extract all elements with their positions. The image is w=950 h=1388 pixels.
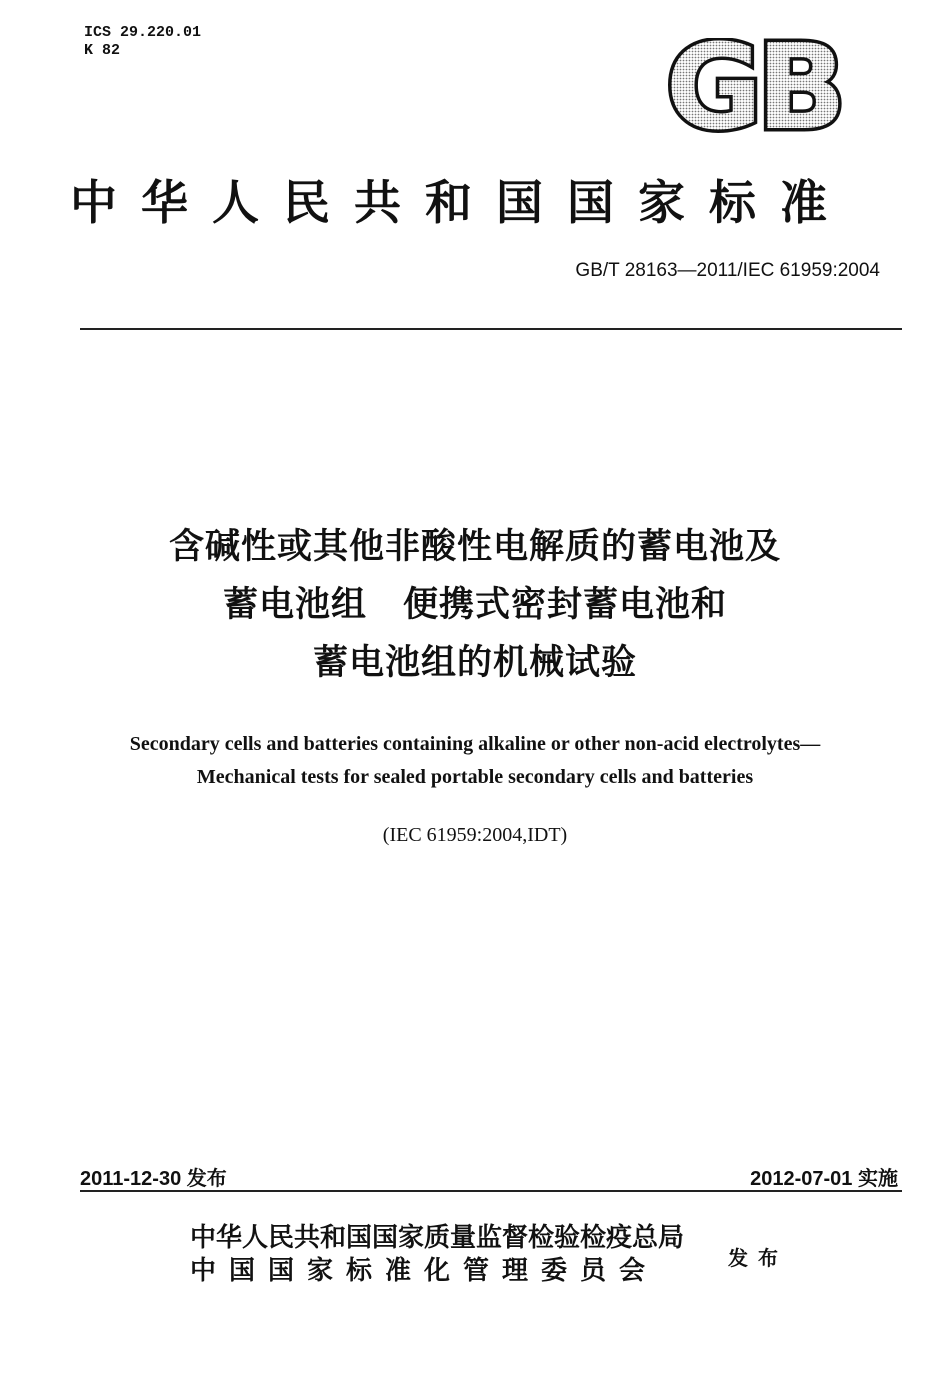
ccs-code: K 82 — [84, 42, 121, 59]
gb-logo-text: GB — [665, 38, 841, 138]
issuer-sac: 中国国家标准化管理委员会 — [190, 1256, 659, 1286]
chinese-title-line: 蓄电池组 便携式密封蓄电池和 — [222, 585, 727, 625]
issue-date: 2011-12-30 发布 — [80, 1168, 227, 1190]
implementation-date: 2012-07-01 实施 — [750, 1168, 898, 1190]
bottom-divider — [80, 1190, 902, 1192]
standard-code: GB/T 28163—2011/IEC 61959:2004 — [575, 260, 880, 281]
standard-title: 中华人民共和国国家标准 — [70, 176, 851, 231]
ics-code: ICS 29.220.01 — [84, 24, 202, 41]
equivalence-note: (IEC 61959:2004,IDT) — [382, 824, 568, 846]
top-divider — [80, 328, 902, 330]
english-title — [40, 728, 910, 794]
gb-logo — [655, 38, 851, 138]
chinese-title — [40, 518, 910, 692]
publish-label: 发布 — [728, 1246, 788, 1270]
issuing-authorities — [190, 1222, 684, 1288]
chinese-title-line: 含碱性或其他非酸性电解质的蓄电池及 — [168, 527, 781, 567]
english-title-line: Secondary cells and batteries containing alkaline or other non-acid electrolytes— — [129, 733, 821, 755]
chinese-title-line: 蓄电池组的机械试验 — [312, 643, 637, 683]
english-title-line: Mechanical tests for sealed portable secondary cells and batteries — [196, 766, 754, 788]
issuer-aqsiq: 中华人民共和国国家质量监督检验检疫总局 — [190, 1223, 685, 1253]
classification-codes — [84, 24, 201, 60]
